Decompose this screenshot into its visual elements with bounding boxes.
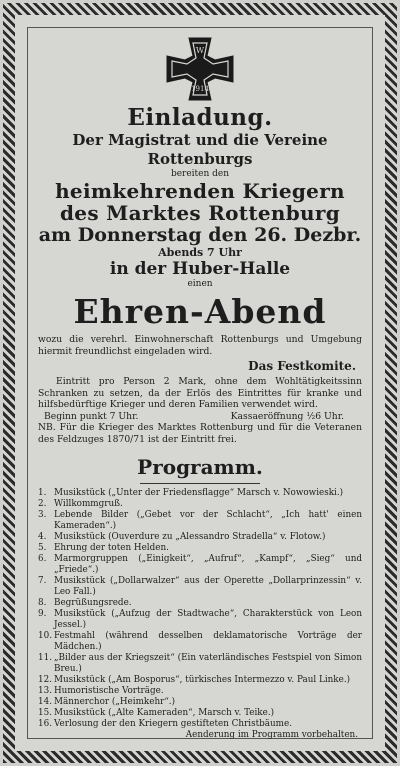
list-item: 8. Begrüßungsrede. [38, 598, 132, 608]
guests-line: heimkehrenden Kriegern [55, 179, 345, 203]
notice-body [27, 27, 373, 739]
article-line: einen [187, 279, 213, 289]
list-item: 4. Musikstück (Ouverdure zu „Alessandro Stradella“ v. Flotow.) [38, 532, 326, 542]
list-item: 6. Marmorgruppen („Einigkeit“, „Aufruf“, „Kampf“, „Sieg“ und „Friede“.) [38, 554, 362, 575]
time-line: Abends 7 Uhr [158, 246, 242, 259]
list-item: 5. Ehrung der toten Helden. [38, 543, 169, 553]
programm-list [38, 488, 362, 730]
time-row [38, 411, 362, 423]
begin-text: Beginn punkt 7 Uhr. [44, 410, 139, 422]
date-line: am Donnerstag den 26. Dezbr. [38, 224, 362, 246]
list-item: 15. Musikstück („Alte Kameraden“, Marsch v. Teike.) [38, 708, 275, 718]
list-item: 2. Willkommgruß. [38, 499, 123, 509]
host-line-2: bereiten den [170, 169, 230, 179]
iron-cross-icon [165, 36, 235, 102]
signature: Das Festkomite. [248, 359, 356, 373]
cross-crown-letter: W [195, 46, 205, 55]
list-item: 14. Männerchor („Heimkehr“.) [38, 697, 176, 707]
nb-text: NB. Für die Krieger des Marktes Rottenburg und für die Veteranen des Feldzuges 1870/71 ist der Eintritt frei. [38, 422, 362, 445]
programm-title: Programm. [137, 455, 263, 479]
entry-text: Eintritt pro Person 2 Mark, ohne dem Wohltätigkeitssinn Schranken zu setzen, da der Erlös des Eintrittes für kranke und hilfsbedürftige Krieger und deren Familien verwendet wird. [38, 376, 362, 410]
page-title: Einladung. [127, 104, 273, 131]
list-item: 11. „Bilder aus der Kriegszeit“ (Ein vaterländisches Festspiel von Simon Breu.) [38, 653, 362, 674]
venue-line: in der Huber-Halle [109, 259, 291, 279]
list-item: 9. Musikstück („Aufzug der Stadtwache“, Charakterstück von Leon Jessel.) [38, 609, 362, 630]
list-item: 10. Festmahl (während desselben deklamatorische Vorträge der Mädchen.) [38, 631, 362, 652]
invite-text: wozu die verehrl. Einwohnerschaft Rottenburgs und Umgebung hiermit freundlichst eingeladen wird. [38, 334, 362, 357]
host-line: Der Magistrat und die Vereine Rottenburgs [72, 131, 328, 168]
list-item: 12. Musikstück („Am Bosporus“, türkisches Intermezzo v. Paul Linke.) [38, 675, 351, 685]
list-item: 13. Humoristische Vorträge. [38, 686, 164, 696]
list-item: 1. Musikstück („Unter der Friedensflagge“ Marsch v. Nowowieski.) [38, 488, 344, 498]
event-title: Ehren-Abend [73, 292, 327, 331]
cross-year: 1914 [191, 85, 209, 93]
divider [140, 483, 260, 484]
market-line: des Marktes Rottenburg [60, 201, 340, 225]
programm-note: Aenderung im Programm vorbehalten. [185, 730, 358, 740]
list-item: 16. Verlosung der den Kriegern gestifteten Christbäume. [38, 719, 293, 729]
decorative-border [3, 3, 397, 763]
list-item: 7. Musikstück („Dollarwalzer“ aus der Operette „Dollarprinzessin“ v. Leo Fall.) [38, 576, 362, 597]
kasse-text: Kassaeröffnung ½6 Uhr. [230, 410, 344, 422]
list-item: 3. Lebende Bilder („Gebet vor der Schlacht“, „Ich hatt' einen Kameraden“.) [38, 510, 362, 531]
